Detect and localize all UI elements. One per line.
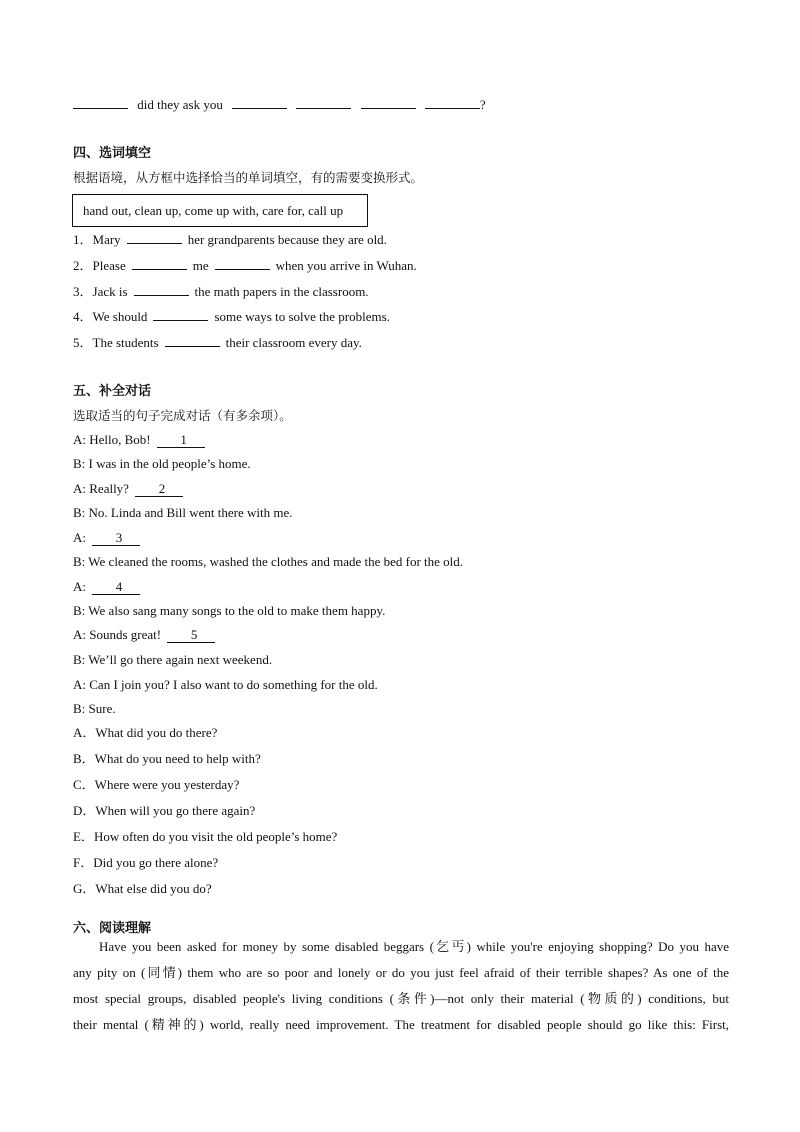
answer-blank[interactable] (73, 96, 128, 109)
answer-blank[interactable] (153, 308, 208, 321)
item-number: 3． (73, 284, 93, 299)
item-number: 4． (73, 309, 93, 324)
section6-heading: 六、阅读理解 (73, 921, 152, 936)
top-question-line (73, 96, 486, 113)
option-b: B．What do you need to help with? (73, 751, 261, 766)
dialogue-text: A: (73, 530, 86, 545)
dialogue-line (73, 432, 205, 448)
dialogue-line: B: We’ll go there again next weekend. (73, 652, 273, 667)
fill-item-5 (73, 334, 362, 351)
fill-item-3 (73, 283, 369, 300)
dialogue-line (73, 530, 140, 546)
passage-line: most special groups, disabled people's living conditions (条件)—not only their material (物质的) conditions, but (73, 991, 729, 1006)
answer-blank[interactable] (425, 96, 480, 109)
item-text: The students (92, 335, 159, 350)
option-d: D．When will you go there again? (73, 803, 256, 818)
fill-item-4 (73, 308, 390, 325)
item-text: some ways to solve the problems. (214, 309, 390, 324)
item-number: 5． (73, 335, 93, 350)
option-f: F．Did you go there alone? (73, 855, 219, 870)
option-e: E．How often do you visit the old people’s home? (73, 829, 338, 844)
dialogue-text: A: Sounds great! (73, 627, 162, 642)
item-text: me (192, 258, 209, 273)
dialogue-blank[interactable]: 4 (92, 580, 140, 595)
reading-passage (73, 934, 729, 1038)
top-line-text: did they ask you (137, 97, 223, 112)
answer-blank[interactable] (215, 257, 270, 270)
answer-blank[interactable] (232, 96, 287, 109)
dialogue-line: B: We cleaned the rooms, washed the clothes and made the bed for the old. (73, 554, 464, 569)
item-number: 1． (73, 232, 93, 247)
section4-heading: 四、选词填空 (73, 146, 152, 161)
answer-blank[interactable] (165, 334, 220, 347)
dialogue-blank[interactable]: 2 (135, 482, 183, 497)
item-text: Please (92, 258, 126, 273)
section5-heading: 五、补全对话 (73, 384, 152, 399)
option-g: G．What else did you do? (73, 881, 212, 896)
answer-blank[interactable] (361, 96, 416, 109)
passage-line: their mental (精神的) world, really need improvement. The treatment for disabled people should go like this: First, (73, 1017, 729, 1032)
option-a: A．What did you do there? (73, 725, 218, 740)
option-c: C．Where were you yesterday? (73, 777, 240, 792)
dialogue-line (73, 481, 183, 497)
item-number: 2． (73, 258, 93, 273)
dialogue-blank[interactable]: 3 (92, 531, 140, 546)
answer-blank[interactable] (132, 257, 187, 270)
item-text: when you arrive in Wuhan. (275, 258, 417, 273)
fill-item-1 (73, 231, 387, 248)
answer-blank[interactable] (296, 96, 351, 109)
passage-line: any pity on (同情) them who are so poor and lonely or do you just feel afraid of their terrible shapes? As one of the (73, 965, 729, 980)
word-box-text: hand out, clean up, come up with, care for, call up (83, 202, 344, 218)
question-mark: ? (479, 97, 486, 112)
dialogue-blank[interactable]: 1 (157, 433, 205, 448)
passage-line: Have you been asked for money by some disabled beggars (乞丐) while you're enjoying shopping? Do you have (99, 939, 729, 954)
fill-item-2 (73, 257, 417, 274)
dialogue-line: B: We also sang many songs to the old to make them happy. (73, 603, 386, 618)
dialogue-line: B: I was in the old people’s home. (73, 456, 251, 471)
dialogue-line: B: Sure. (73, 701, 116, 716)
dialogue-line (73, 627, 215, 643)
dialogue-blank[interactable]: 5 (167, 628, 215, 643)
item-text: We should (92, 309, 148, 324)
item-text: Mary (92, 232, 121, 247)
item-text: her grandparents because they are old. (187, 232, 387, 247)
dialogue-text: A: Hello, Bob! (73, 432, 151, 447)
item-text: their classroom every day. (225, 335, 362, 350)
dialogue-line (73, 579, 140, 595)
word-box (72, 194, 368, 227)
item-text: Jack is (92, 284, 128, 299)
item-text: the math papers in the classroom. (194, 284, 369, 299)
answer-blank[interactable] (127, 231, 182, 244)
answer-blank[interactable] (134, 283, 189, 296)
section5-instruction: 选取适当的句子完成对话（有多余项）。 (73, 408, 292, 423)
section4-instruction: 根据语境，从方框中选择恰当的单词填空，有的需要变换形式。 (73, 170, 424, 185)
dialogue-line: A: Can I join you? I also want to do something for the old. (73, 677, 378, 692)
dialogue-text: A: (73, 579, 86, 594)
dialogue-line: B: No. Linda and Bill went there with me. (73, 505, 293, 520)
dialogue-text: A: Really? (73, 481, 129, 496)
